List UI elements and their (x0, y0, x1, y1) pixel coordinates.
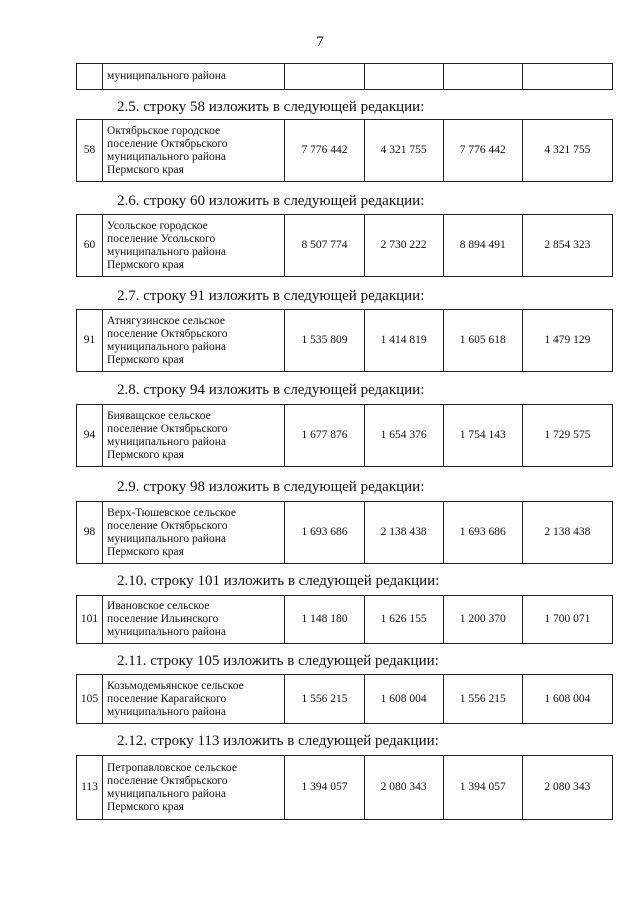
name-line: муниципального района (107, 626, 227, 638)
value-cell: 2 080 343 (522, 756, 612, 820)
name-line: Пермского края (107, 163, 184, 176)
value-cell: 2 730 222 (364, 215, 443, 277)
table-row (77, 756, 613, 820)
value-cell: 1 693 686 (285, 502, 364, 564)
amendment-heading: 2.9. строку 98 изложить в следующей редакции: (117, 479, 425, 495)
name-line: Пермского края (107, 353, 184, 366)
value-cell: 1 729 575 (522, 405, 612, 467)
name-line: поселение Октябрьского (107, 327, 228, 340)
value-cell (443, 64, 522, 90)
name-line: поселение Октябрьского (107, 422, 228, 435)
name-line: муниципального района (107, 70, 227, 82)
value-cell: 4 321 755 (522, 120, 612, 182)
value-cell: 1 626 155 (364, 596, 443, 644)
value-cell (364, 64, 443, 90)
name-line: поселение Октябрьского (107, 519, 228, 532)
amendment-heading: 2.12. строку 113 изложить в следующей редакции: (117, 733, 439, 749)
value-cell: 1 394 057 (443, 756, 522, 820)
value-cell: 1 148 180 (285, 596, 364, 644)
row-number-cell: 101 (77, 596, 103, 644)
page-number: 7 (316, 34, 324, 50)
row-number-cell (77, 64, 103, 90)
row-number-cell: 105 (77, 675, 103, 724)
amendment-table (76, 674, 613, 724)
value-cell: 1 556 215 (285, 675, 364, 724)
amendment-table (76, 119, 613, 182)
name-line: муниципального района (107, 705, 227, 718)
value-cell: 1 677 876 (285, 405, 364, 467)
value-cell: 8 507 774 (285, 215, 364, 277)
value-cell: 4 321 755 (364, 120, 443, 182)
name-line: Козьмодемьянское сельское (107, 679, 244, 692)
table-row (77, 405, 613, 467)
value-cell (522, 64, 612, 90)
row-name-cell (103, 405, 285, 467)
row-name-cell (103, 502, 285, 564)
name-line: Пермского края (107, 258, 184, 271)
row-name-cell (103, 120, 285, 182)
table-row (77, 310, 613, 372)
name-line: муниципального района (107, 787, 227, 800)
amendment-table (76, 309, 613, 372)
amendment-heading: 2.7. строку 91 изложить в следующей редакции: (117, 288, 425, 304)
row-name-cell (103, 675, 285, 724)
value-cell: 2 138 438 (364, 502, 443, 564)
row-number-cell: 58 (77, 120, 103, 182)
amendment-table (76, 404, 613, 467)
name-line: Верх-Тюшевское сельское (107, 506, 236, 519)
name-line: Усольское городское (107, 219, 208, 232)
value-cell: 2 138 438 (522, 502, 612, 564)
value-cell: 1 608 004 (522, 675, 612, 724)
name-line: поселение Октябрьского (107, 774, 228, 787)
row-number-cell: 94 (77, 405, 103, 467)
name-line: поселение Карагайского (107, 692, 227, 705)
name-line: поселение Октябрьского (107, 137, 228, 150)
value-cell: 1 394 057 (285, 756, 364, 820)
name-line: Ивановское сельское (107, 600, 210, 612)
value-cell (285, 64, 364, 90)
name-line: муниципального района (107, 245, 227, 258)
amendment-heading: 2.11. строку 105 изложить в следующей редакции: (117, 653, 439, 669)
value-cell: 1 608 004 (364, 675, 443, 724)
row-name-cell (103, 596, 285, 644)
table-row (77, 675, 613, 724)
value-cell: 1 754 143 (443, 405, 522, 467)
value-cell: 7 776 442 (285, 120, 364, 182)
row-number-cell: 113 (77, 756, 103, 820)
name-line: муниципального района (107, 340, 227, 353)
value-cell: 1 654 376 (364, 405, 443, 467)
value-cell: 1 535 809 (285, 310, 364, 372)
name-line: Атнягузинское сельское (107, 314, 225, 327)
value-cell: 2 080 343 (364, 756, 443, 820)
name-line: муниципального района (107, 532, 227, 545)
name-line: муниципального района (107, 150, 227, 163)
name-line: муниципального района (107, 435, 227, 448)
value-cell: 2 854 323 (522, 215, 612, 277)
table-row (77, 596, 613, 644)
row-name-cell (103, 756, 285, 820)
row-name-cell (103, 215, 285, 277)
row-name-cell (103, 64, 285, 90)
name-line: Пермского края (107, 545, 184, 558)
amendment-heading: 2.5. строку 58 изложить в следующей редакции: (117, 99, 425, 115)
amendment-table (76, 214, 613, 277)
name-line: Пермского края (107, 448, 184, 461)
value-cell: 8 894 491 (443, 215, 522, 277)
name-line: Пермского края (107, 800, 184, 813)
value-cell: 1 479 129 (522, 310, 612, 372)
row-number-cell: 98 (77, 502, 103, 564)
value-cell: 7 776 442 (443, 120, 522, 182)
value-cell: 1 414 819 (364, 310, 443, 372)
table-row (77, 502, 613, 564)
value-cell: 1 700 071 (522, 596, 612, 644)
name-line: Петропавловское сельское (107, 761, 237, 774)
table-row (77, 120, 613, 182)
value-cell: 1 556 215 (443, 675, 522, 724)
amendment-table (76, 595, 613, 644)
continuation-table (76, 63, 613, 90)
value-cell: 1 693 686 (443, 502, 522, 564)
row-name-cell (103, 310, 285, 372)
value-cell: 1 605 618 (443, 310, 522, 372)
amendment-heading: 2.10. строку 101 изложить в следующей редакции: (117, 573, 440, 589)
name-line: Октябрьское городское (107, 124, 221, 137)
name-line: поселение Ильинского (107, 613, 219, 625)
amendment-table (76, 501, 613, 564)
name-line: Бияващское сельское (107, 409, 211, 422)
row-number-cell: 91 (77, 310, 103, 372)
table-row (77, 64, 613, 90)
name-line: поселение Усольского (107, 232, 216, 245)
row-number-cell: 60 (77, 215, 103, 277)
value-cell: 1 200 370 (443, 596, 522, 644)
amendment-heading: 2.6. строку 60 изложить в следующей редакции: (117, 193, 425, 209)
table-row (77, 215, 613, 277)
amendment-table (76, 755, 613, 820)
amendment-heading: 2.8. строку 94 изложить в следующей редакции: (117, 382, 425, 398)
